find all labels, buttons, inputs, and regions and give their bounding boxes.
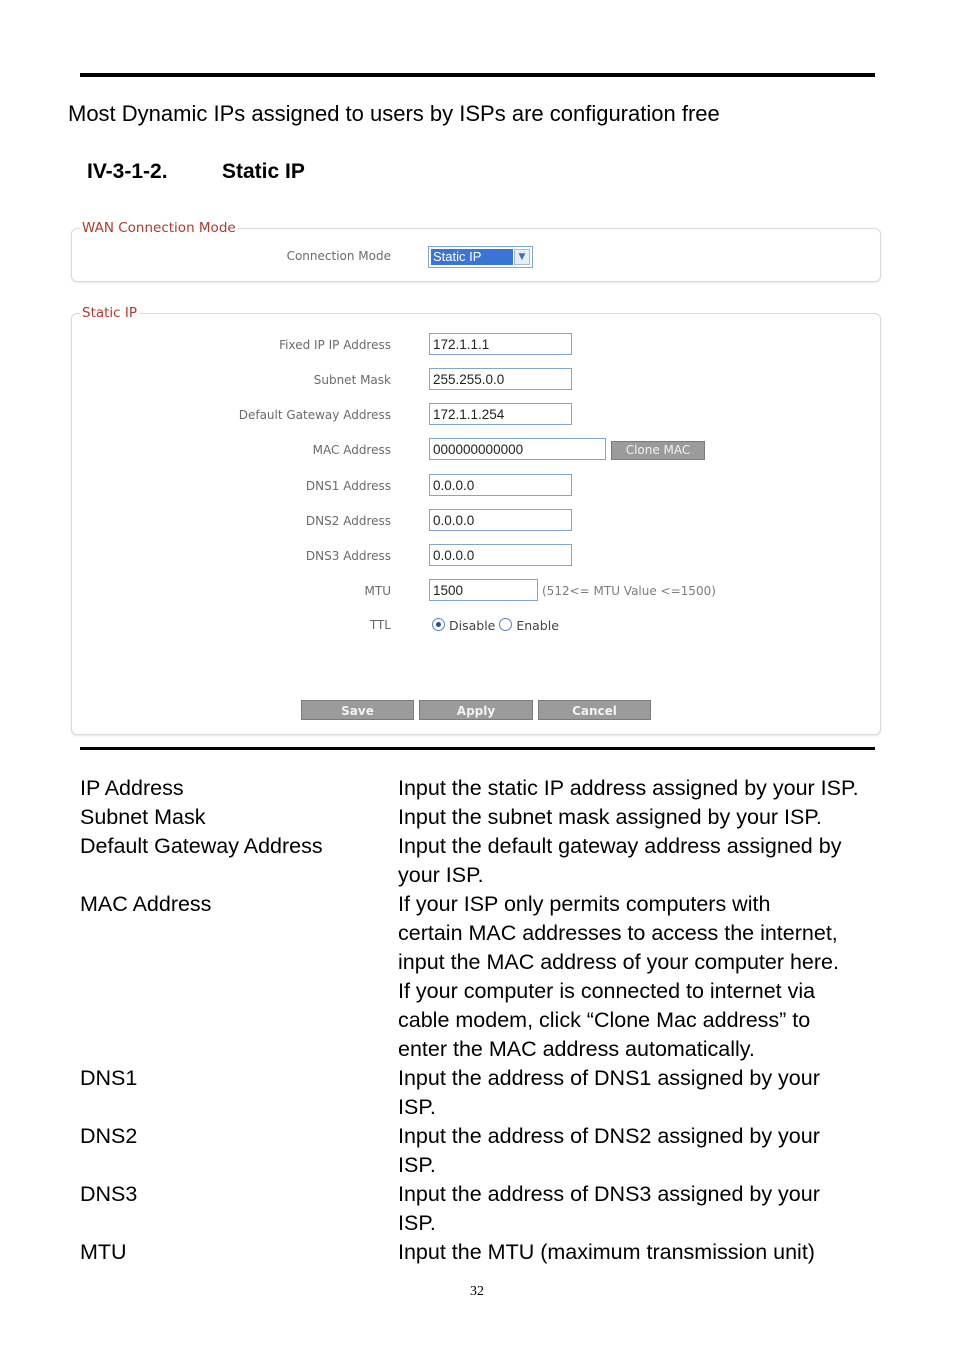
dns3-input[interactable]: 0.0.0.0 xyxy=(429,544,572,566)
gateway-label: Default Gateway Address xyxy=(238,408,391,422)
desc-term: MTU xyxy=(80,1240,127,1264)
desc-line: Input the MTU (maximum transmission unit) xyxy=(398,1240,815,1264)
desc-row-mask xyxy=(80,803,890,832)
intro-text: Most Dynamic IPs assigned to users by ISPs are configuration free xyxy=(68,101,720,126)
bottom-rule xyxy=(80,747,875,750)
gateway-input[interactable]: 172.1.1.254 xyxy=(429,403,572,425)
desc-line: ISP. xyxy=(398,1095,436,1119)
desc-definition xyxy=(398,890,890,1064)
wan-legend: WAN Connection Mode xyxy=(82,220,236,236)
desc-definition xyxy=(398,1064,890,1122)
desc-row-dns1 xyxy=(80,1064,890,1122)
desc-line: If your ISP only permits computers with xyxy=(398,892,771,916)
page-number: 32 xyxy=(470,1284,484,1299)
desc-line: Input the address of DNS2 assigned by your xyxy=(398,1124,820,1148)
dns1-input[interactable]: 0.0.0.0 xyxy=(429,474,572,496)
desc-line: input the MAC address of your computer here. xyxy=(398,950,839,974)
dns3-label: DNS3 Address xyxy=(305,549,391,563)
desc-line: cable modem, click “Clone Mac address” to xyxy=(398,1008,811,1032)
ip-address-label: Fixed IP IP Address xyxy=(279,338,391,352)
desc-row-ip xyxy=(80,774,890,803)
desc-row-mac xyxy=(80,890,890,1064)
top-rule xyxy=(80,73,875,77)
desc-line: If your computer is connected to internet via xyxy=(398,979,816,1003)
desc-term: Subnet Mask xyxy=(80,805,206,829)
desc-row-mtu xyxy=(80,1238,890,1267)
connection-mode-label: Connection Mode xyxy=(286,249,391,263)
desc-definition xyxy=(398,832,890,890)
save-button[interactable]: Save xyxy=(301,700,414,720)
desc-line: ISP. xyxy=(398,1211,436,1235)
desc-line: ISP. xyxy=(398,1153,436,1177)
desc-definition xyxy=(398,774,890,803)
dns1-label: DNS1 Address xyxy=(305,479,391,493)
connection-mode-select[interactable] xyxy=(428,246,533,268)
desc-definition xyxy=(398,1180,890,1238)
desc-line: certain MAC addresses to access the internet, xyxy=(398,921,838,945)
desc-term: DNS3 xyxy=(80,1182,138,1206)
mac-address-input[interactable]: 000000000000 xyxy=(429,438,606,460)
chevron-down-icon[interactable]: ▼ xyxy=(514,249,530,265)
mac-address-label: MAC Address xyxy=(312,443,391,457)
ttl-enable-radio[interactable] xyxy=(499,618,512,631)
mtu-label: MTU xyxy=(364,584,391,598)
ttl-enable-label: Enable xyxy=(516,618,559,633)
dns2-input[interactable]: 0.0.0.0 xyxy=(429,509,572,531)
desc-term: Default Gateway Address xyxy=(80,834,323,858)
ttl-options xyxy=(432,618,559,633)
desc-line: enter the MAC address automatically. xyxy=(398,1037,755,1061)
desc-line: Input the address of DNS3 assigned by your xyxy=(398,1182,820,1206)
desc-row-dns2 xyxy=(80,1122,890,1180)
dns2-label: DNS2 Address xyxy=(305,514,391,528)
mtu-input[interactable]: 1500 xyxy=(429,579,538,601)
cancel-button[interactable]: Cancel xyxy=(538,700,651,720)
desc-term: DNS1 xyxy=(80,1066,138,1090)
desc-row-gateway xyxy=(80,832,890,890)
desc-line: Input the address of DNS1 assigned by your xyxy=(398,1066,820,1090)
desc-term: IP Address xyxy=(80,776,184,800)
desc-term: MAC Address xyxy=(80,892,212,916)
desc-row-dns3 xyxy=(80,1180,890,1238)
section-number: IV-3-1-2. xyxy=(87,160,168,183)
connection-mode-value: Static IP xyxy=(431,249,513,265)
description-table xyxy=(80,774,890,1267)
ttl-disable-label: Disable xyxy=(448,618,496,633)
desc-line: Input the subnet mask assigned by your ISP. xyxy=(398,805,822,829)
router-ui-screenshot xyxy=(68,220,884,738)
desc-line: Input the static IP address assigned by your ISP. xyxy=(398,776,859,800)
desc-term: DNS2 xyxy=(80,1124,138,1148)
ttl-label: TTL xyxy=(369,618,391,632)
subnet-mask-label: Subnet Mask xyxy=(313,373,391,387)
mtu-hint: (512<= MTU Value <=1500) xyxy=(542,584,716,598)
desc-definition xyxy=(398,803,890,832)
desc-definition xyxy=(398,1238,890,1267)
desc-line: your ISP. xyxy=(398,863,484,887)
clone-mac-button[interactable]: Clone MAC xyxy=(611,441,705,460)
desc-line: Input the default gateway address assigned by xyxy=(398,834,842,858)
apply-button[interactable]: Apply xyxy=(419,700,533,720)
desc-definition xyxy=(398,1122,890,1180)
section-title: Static IP xyxy=(222,160,305,183)
static-ip-legend: Static IP xyxy=(82,305,138,321)
ttl-disable-radio[interactable] xyxy=(432,618,445,631)
subnet-mask-input[interactable]: 255.255.0.0 xyxy=(429,368,572,390)
ip-address-input[interactable]: 172.1.1.1 xyxy=(429,333,572,355)
